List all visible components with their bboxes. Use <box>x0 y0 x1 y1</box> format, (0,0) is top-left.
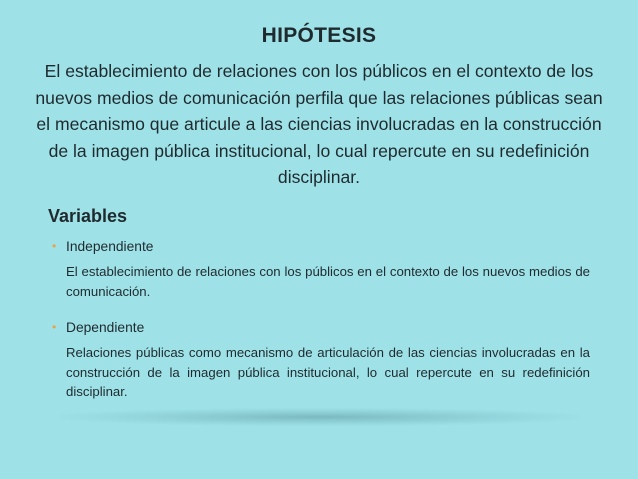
bullet-icon: • <box>52 320 57 334</box>
bullet-icon: • <box>52 239 57 253</box>
decorative-shadow <box>60 408 580 426</box>
slide-title: HIPÓTESIS <box>261 24 377 47</box>
variable-dependent <box>52 317 592 402</box>
variables-heading: Variables <box>48 206 128 226</box>
variable-independent <box>52 236 592 301</box>
variable-label-independent: Independiente <box>66 238 154 254</box>
hypothesis-text: El establecimiento de relaciones con los públicos en el contexto de los nuevos medios de comunicación perfila que las relaciones públicas sean el mecanismo que articule a las ciencias involucradas en la construcción de la imagen pública institucional, lo cual repercute en su redefinición disciplinar. <box>35 61 603 187</box>
variable-description-independent: El establecimiento de relaciones con los públicos en el contexto de los nuevos medios de comunicación. <box>66 264 590 299</box>
variable-label-row <box>52 317 592 337</box>
variable-label-dependent: Dependiente <box>66 319 145 335</box>
variable-label-row <box>52 236 592 256</box>
variable-description-dependent: Relaciones públicas como mecanismo de articulación de las ciencias involucradas en la construcción de la imagen pública institucional, lo cual repercute en su redefinición disciplinar. <box>66 345 590 399</box>
